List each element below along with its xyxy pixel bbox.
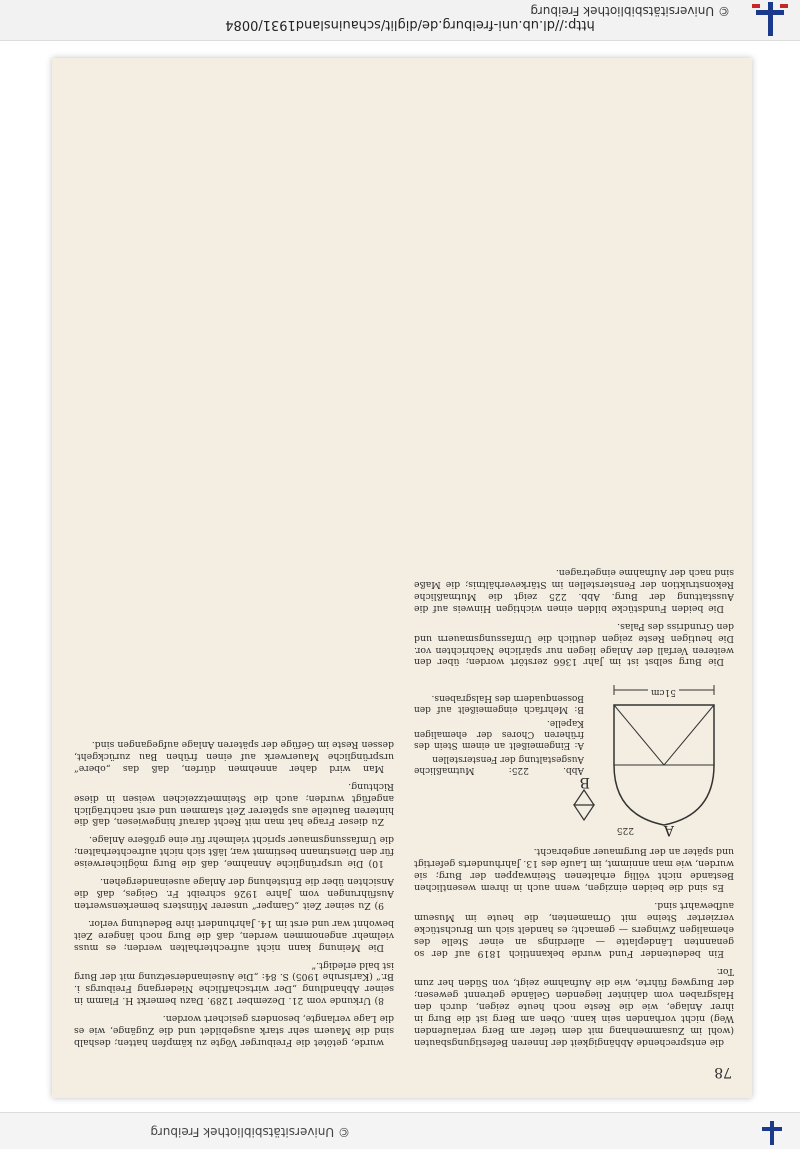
figure-label: Abb. 225: Mutmaßliche Ausgestaltung der Fensterstellen xyxy=(414,754,584,776)
library-logo-small-icon xyxy=(760,1121,784,1145)
right-text-column xyxy=(74,88,394,1048)
scanned-page xyxy=(52,58,752,1098)
viewer-header xyxy=(0,0,800,41)
caption-a: A: Eingemeißelt an einem Stein des früheren Chores der ehemaligen Kapelle. xyxy=(414,718,584,751)
paragraph: Es sind die beiden einzigen, wenn auch in ihrem wesentlichen Bestande nicht völlig erhaltenen Steinwappen der Burg; sie wurden, wie man annimmt, im Laufe des 13. Jahrhunderts gefertigt und später an der Burgmauer angebracht. xyxy=(414,846,734,894)
figure-caption xyxy=(414,686,584,776)
paragraph: Zu dieser Frage hat man mit Recht darauf hingewiesen, daß die hinteren Bauteile aus späterer Zeit stammen und erst nachträglich angefügt wurden; auch die Steinmetzzeichen weisen in diese Richtung. xyxy=(74,780,394,828)
paragraph: 10) Die ursprüngliche Annahme, daß die Burg möglicherweise für den Dienstmann bestimmt war, läßt sich nicht aufrechterhalten; die Umfassungsmauer spricht vielmehr für eine größere Anlage. xyxy=(74,834,394,870)
paragraph: Die Meinung kann nicht aufrechterhalten werden; es muss vielmehr angenommen werden, daß die Burg noch längere Zeit bewohnt war und erst im 14. Jahrhundert ihre Bedeutung verlor. xyxy=(74,917,394,953)
figure-number: 225 xyxy=(616,825,634,836)
paragraph: Die beiden Fundstücke bilden einen wichtigen Hinweis auf die Ausstattung der Burg. Abb. 225 zeigt die Mutmaßliche Rekonstruktion der Fensterstellen im Stärkeverhältnis; die Maße sind nach der Aufnahme eingetragen. xyxy=(414,567,734,614)
library-credit-bottom: © Universitätsbibliothek Freiburg xyxy=(150,1125,350,1139)
paragraph: wurde, getötet die Freiburger Vögte zu kämpfen hatten; deshalb sind die Mauern sehr stark ausgebildet und die Zugänge, wie es die Lage verlangte, besonders gesichert worden. xyxy=(74,1013,394,1048)
left-text-column xyxy=(414,88,734,1048)
paragraph: Man wird daher annehmen dürfen, daß das „obere“ ursprüngliche Mauerwerk auf einen frühen Bau zurückgeht, dessen Reste im Gefüge der späteren Anlage aufgegangen sind. xyxy=(74,739,394,774)
mark-letter-b: B xyxy=(579,774,590,791)
page-number: 78 xyxy=(714,1064,732,1080)
caption-b: B: Mehrfach eingemeißelt auf den Bossenquadern des Halsgrabens. xyxy=(414,693,584,715)
paragraph: 9) Zu seiner Zeit „Gamper“ unserer Münsters bemerkenswerten Ausführungen vom Jahre 1926 schreibt Fr. Geiges, daß die Ansichten über die Entstehung der Anlage auseinandergehen. xyxy=(74,876,394,911)
library-credit-top: © Universitätsbibliothek Freiburg xyxy=(530,4,730,18)
figure-225 xyxy=(414,676,734,839)
document-url[interactable]: http://dl.ub.uni-freiburg.de/diglit/schauinsland1931/0084 xyxy=(225,17,595,32)
viewer-footer xyxy=(0,1112,800,1149)
paragraph: Die Burg selbst ist im Jahr 1366 zerstört worden; über den weiteren Verfall der Anlage liegen nur spärliche Nachrichten vor. Die heutigen Reste zeigen deutlich die Umfassungsmauern und den Grundriss des Palas. xyxy=(414,620,734,668)
paragraph: die entsprechende Abhängigkeit der Inneren Befestigungsbauten (wohl im Zusammenhang mit dem tiefer am Berg verlaufenden Weg) nicht vorhanden sein kann. Oben am Berg ist die Burg in ihrer Anlage, wie die Reste noch heute zeigen, durch den Halsgraben vom dahinter liegenden Gelände getrennt gewesen; der Burgweg führte, wie die Aufnahme zeigt, von Süden her zum Tor. xyxy=(414,965,734,1048)
paragraph: 8) Urkunde vom 21. Dezember 1289. Dazu bemerkt H. Flamm in seiner Abhandlung „Der wirtschaftliche Niedergang Freiburgs i. Br.“ (Karlsruhe 1905) S. 84: „Die Auseinandersetzung mit der Burg ist bald erledigt.“ xyxy=(74,959,394,1007)
scale-label: 51cm xyxy=(648,686,679,698)
mark-letter-a: A xyxy=(663,822,674,839)
paragraph: Ein bedeutender Fund wurde bekanntlich 1819 auf der so genannten Ländeplatte — allerdings an einer Stelle des ehemaligen Zwingers — gemacht; es handelt sich um Bruchstücke verzierter Steine mit Ornamenten, die heute im Museum aufbewahrt sind. xyxy=(414,900,734,959)
library-logo-icon xyxy=(750,2,790,36)
page-content-rotated xyxy=(52,58,752,1098)
